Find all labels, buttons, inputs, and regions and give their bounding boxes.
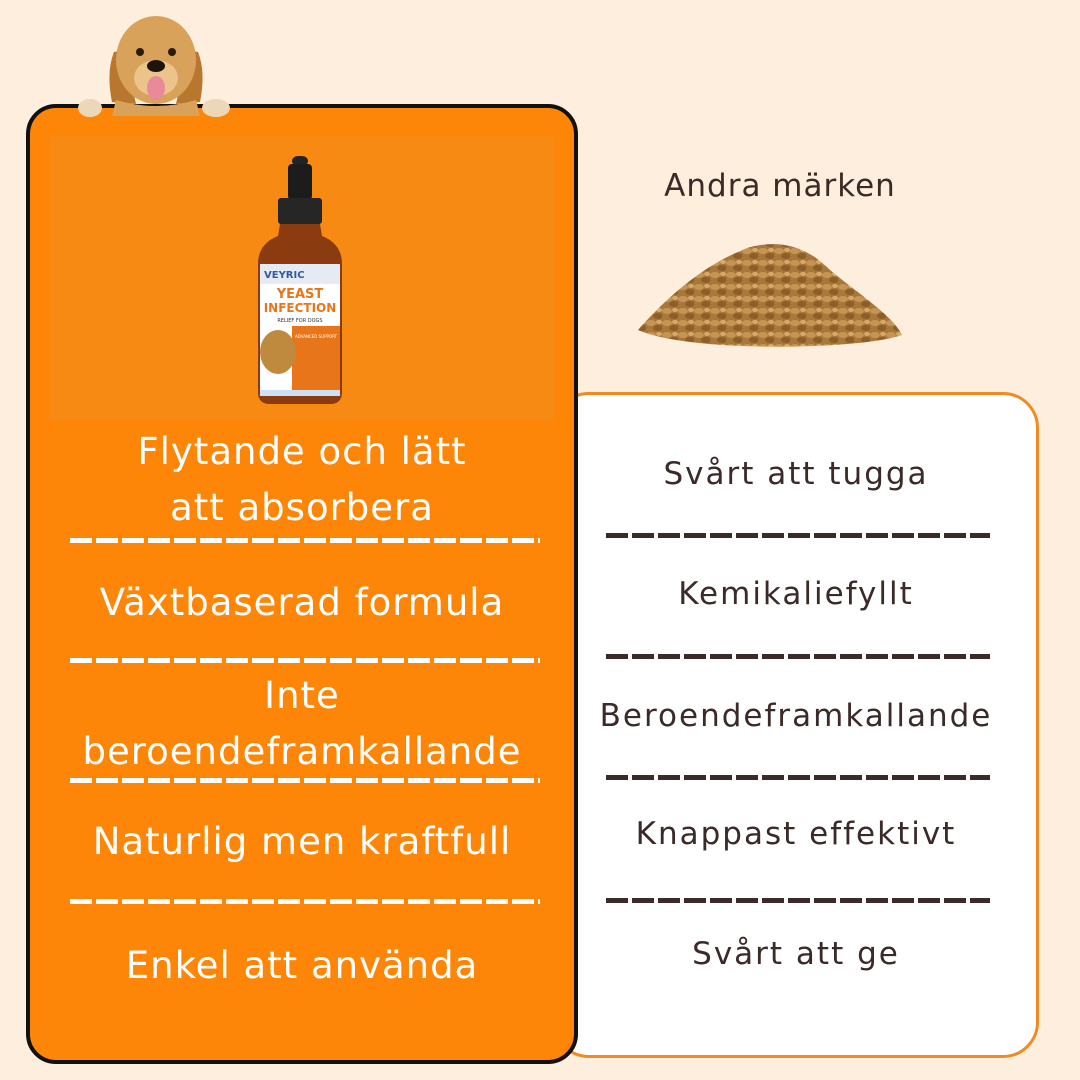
feature-text: beroendeframkallande (82, 730, 522, 773)
dog-image (76, 12, 236, 120)
divider (606, 654, 990, 659)
bottle-badge: ADVANCED SUPPORT (295, 334, 337, 339)
other-brands-item: Kemikaliefyllt (678, 576, 914, 612)
divider (606, 533, 990, 538)
bottle-name-2: INFECTION (263, 301, 337, 315)
divider (606, 898, 990, 903)
other-brands-item: Beroendeframkallande (599, 698, 993, 734)
bottle-name-1: YEAST (276, 287, 324, 302)
other-brands-title: Andra märken (664, 168, 896, 204)
other-brands-card (553, 392, 1039, 1058)
feature-text: Enkel att använda (125, 944, 479, 987)
divider (606, 775, 990, 780)
other-brands-item: Svårt att tugga (663, 456, 929, 492)
divider (70, 538, 540, 543)
other-brands-item: Svårt att ge (692, 936, 900, 972)
feature-text: Inte (264, 674, 340, 717)
divider (70, 658, 540, 663)
kibble-pile-image (630, 235, 910, 360)
product-card (26, 104, 578, 1064)
bottle-subtitle: RELIEF FOR DOGS (277, 318, 323, 324)
product-bottle-image (250, 156, 350, 408)
feature-text: att absorbera (170, 486, 434, 529)
other-brands-item: Knappast effektivt (635, 816, 957, 852)
divider (70, 778, 540, 783)
feature-text: Naturlig men kraftfull (92, 820, 512, 863)
divider (70, 899, 540, 904)
bottle-brand: VEYRIC (264, 270, 305, 281)
feature-text: Flytande och lätt (137, 430, 467, 473)
feature-text: Växtbaserad formula (99, 581, 505, 624)
